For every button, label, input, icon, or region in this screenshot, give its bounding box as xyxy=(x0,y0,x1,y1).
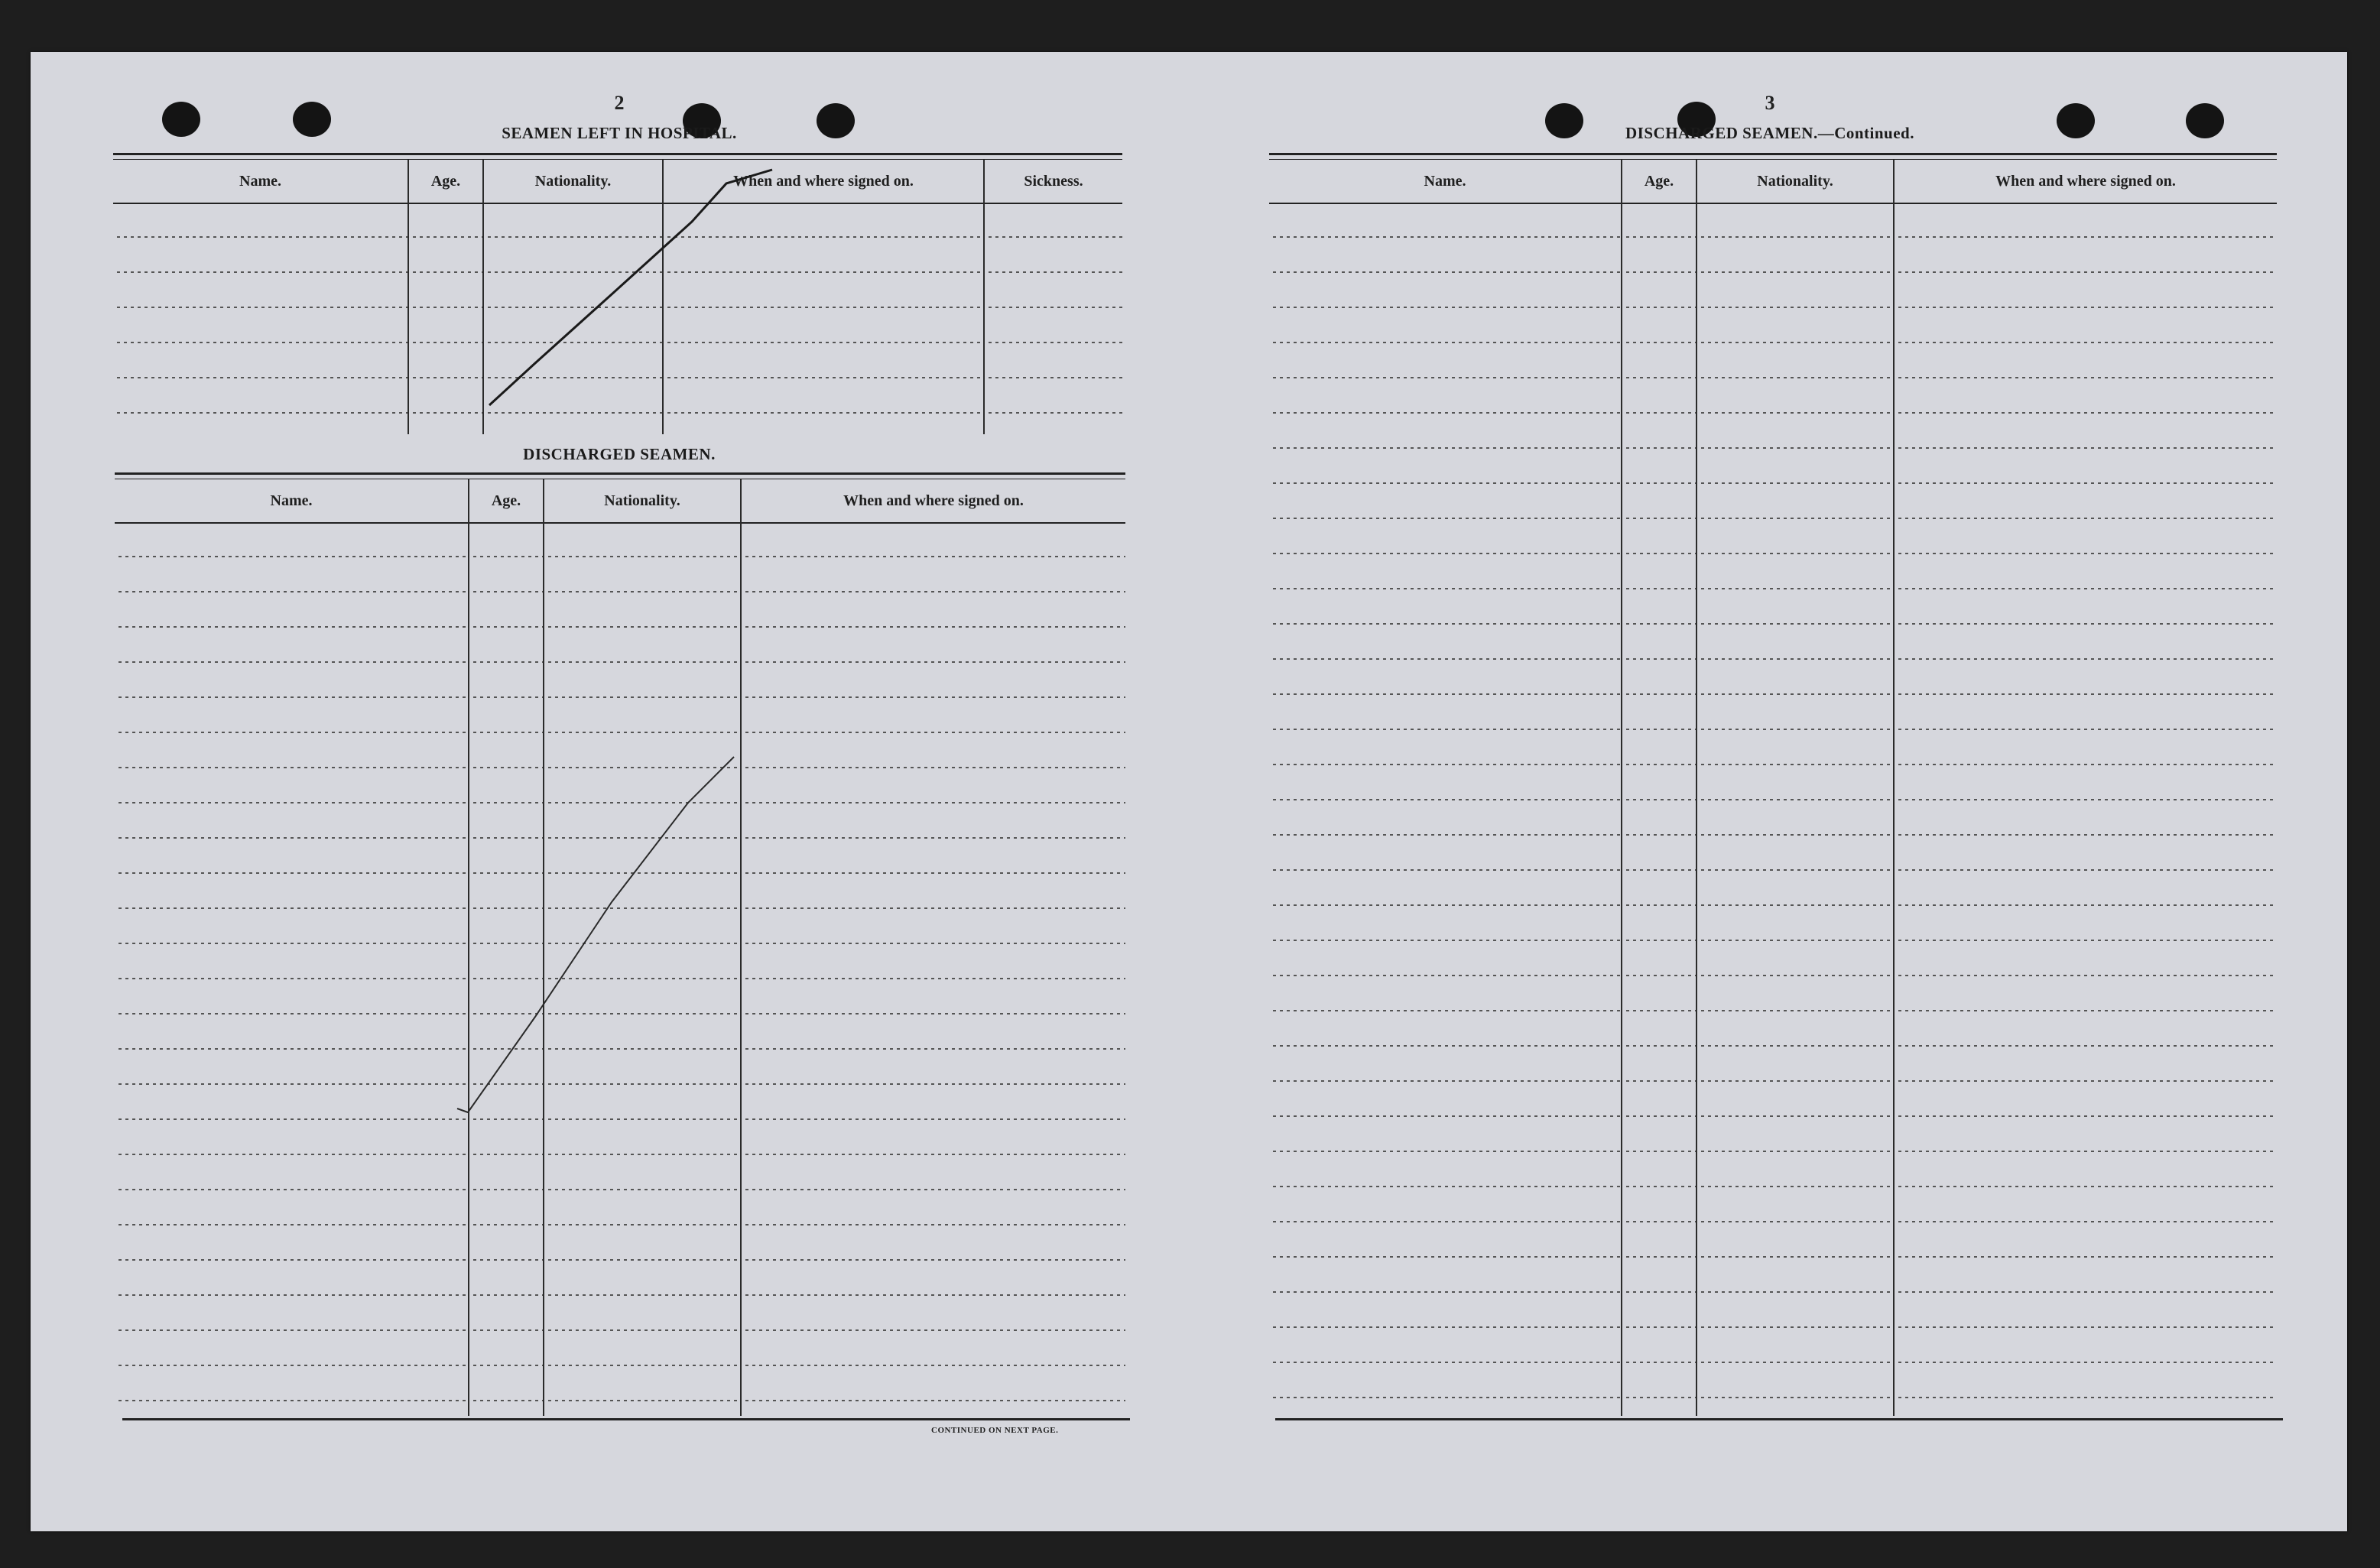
bottom-rule-left xyxy=(122,1418,1130,1420)
column-nationality xyxy=(482,203,662,434)
discharged-table xyxy=(115,472,1125,1416)
column-signed-on xyxy=(1893,203,2277,1416)
column-age xyxy=(1621,203,1696,1416)
column-header-nationality: Nationality. xyxy=(482,160,662,203)
discharged-section-title: DISCHARGED SEAMEN. xyxy=(523,445,716,463)
column-nationality xyxy=(1696,203,1893,1416)
column-name xyxy=(113,203,407,434)
column-header-name: Name. xyxy=(1424,172,1466,190)
column-header-age: Age. xyxy=(468,479,543,522)
punch-hole xyxy=(817,103,855,138)
table-header xyxy=(115,479,1125,524)
column-header-signed-on: When and where signed on. xyxy=(1893,160,2277,203)
column-age xyxy=(468,522,543,1416)
table-body xyxy=(113,203,1122,434)
column-sickness xyxy=(983,203,1122,434)
table-header xyxy=(113,160,1122,204)
table-top-rule xyxy=(115,472,1125,479)
table-body xyxy=(115,522,1125,1416)
page-number-left: 2 xyxy=(614,92,625,114)
column-name xyxy=(115,522,468,1416)
hospital-table xyxy=(113,153,1122,434)
column-header-signed-on: When and where signed on. xyxy=(662,160,983,203)
column-header-signed-on: When and where signed on. xyxy=(740,479,1125,522)
table-body xyxy=(1269,203,2277,1416)
continued-note: CONTINUED ON NEXT PAGE. xyxy=(931,1426,1059,1435)
column-name xyxy=(1269,203,1621,1416)
column-header-name: Name. xyxy=(270,492,313,509)
punch-hole xyxy=(2186,103,2224,138)
column-header-nationality: Nationality. xyxy=(543,479,740,522)
discharged-continued-table xyxy=(1269,153,2277,1416)
punch-hole xyxy=(293,102,331,137)
punch-hole xyxy=(1545,103,1583,138)
table-top-rule xyxy=(113,153,1122,160)
hospital-section-title: SEAMEN LEFT IN HOSPITAL. xyxy=(502,124,737,142)
column-header-name: Name. xyxy=(239,172,281,190)
column-header-age: Age. xyxy=(1621,160,1696,203)
column-age xyxy=(407,203,482,434)
discharged-continued-title: DISCHARGED SEAMEN.—Continued. xyxy=(1625,124,1914,142)
column-header-nationality: Nationality. xyxy=(1696,160,1893,203)
column-header-age: Age. xyxy=(407,160,482,203)
page-number-right: 3 xyxy=(1765,92,1775,114)
column-signed-on xyxy=(740,522,1125,1416)
table-top-rule xyxy=(1269,153,2277,160)
column-nationality xyxy=(543,522,740,1416)
bottom-rule-right xyxy=(1275,1418,2283,1420)
table-header xyxy=(1269,160,2277,204)
punch-hole xyxy=(162,102,200,137)
column-header-sickness: Sickness. xyxy=(983,160,1122,203)
punch-hole xyxy=(2057,103,2095,138)
column-signed-on xyxy=(662,203,983,434)
